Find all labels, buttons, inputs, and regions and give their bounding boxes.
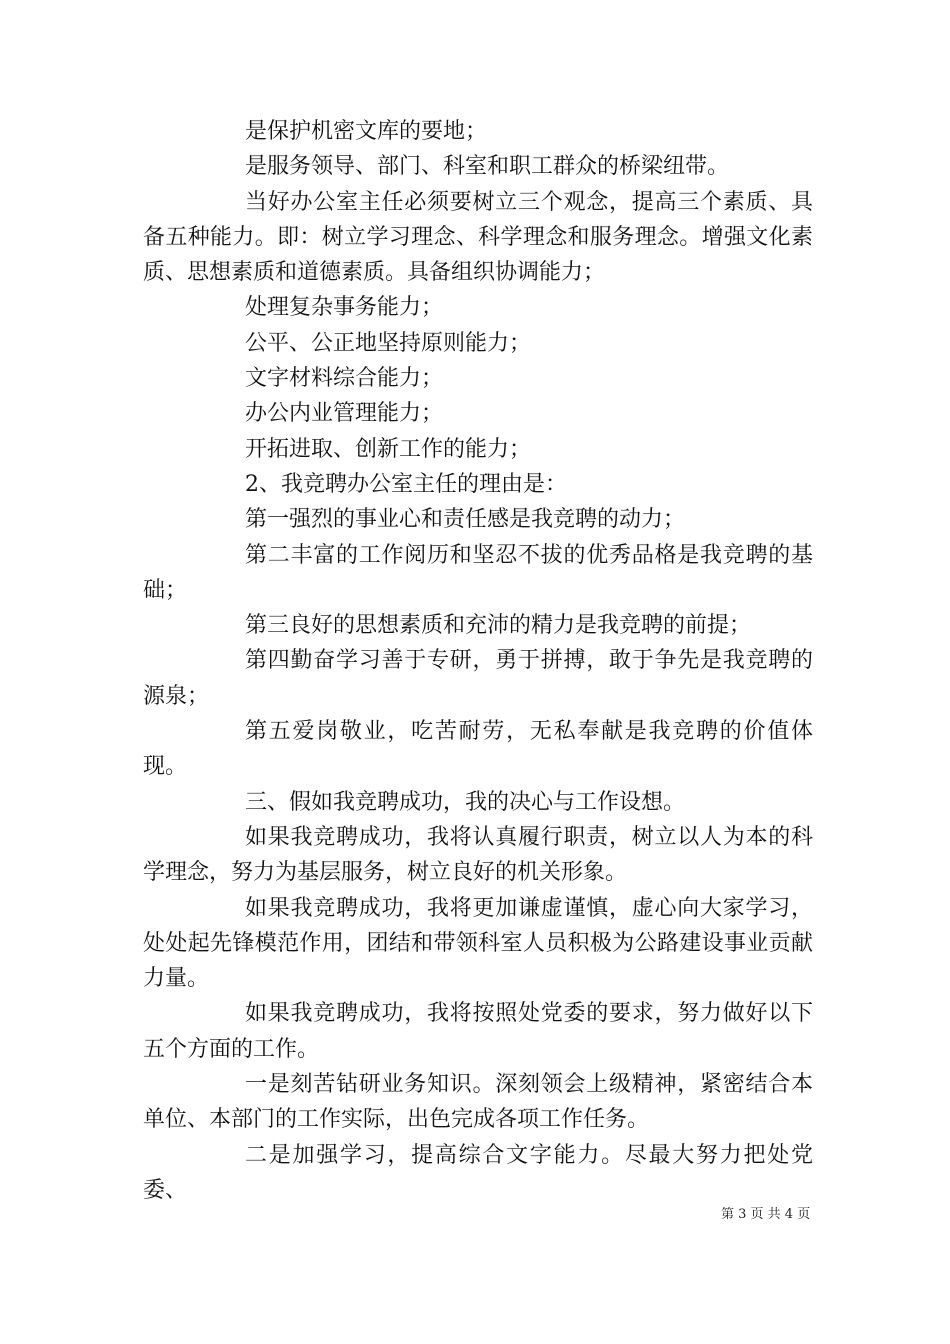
paragraph: 是保护机密文库的要地； — [245, 119, 488, 144]
document-body — [143, 114, 813, 1208]
paragraph: 二是加强学习，提高综合文字能力。尽最大努力把处党委、 — [143, 1142, 813, 1203]
paragraph: 第四勤奋学习善于专研，勇于拼搏，敢于争先是我竞聘的源泉； — [143, 648, 813, 709]
paragraph: 如果我竞聘成功，我将按照处党委的要求，努力做好以下五个方面的工作。 — [143, 1001, 813, 1062]
paragraph: 一是刻苦钻研业务知识。深刻领会上级精神，紧密结合本单位、本部门的工作实际，出色完成各项工作任务。 — [143, 1072, 813, 1133]
paragraph: 2、我竞聘办公室主任的理由是： — [245, 471, 567, 497]
paragraph: 公平、公正地坚持原则能力； — [245, 330, 532, 356]
paragraph: 第一强烈的事业心和责任感是我竞聘的动力； — [245, 507, 686, 533]
paragraph: 办公内业管理能力； — [245, 401, 444, 427]
paragraph: 三、假如我竞聘成功，我的决心与工作设想。 — [245, 789, 686, 815]
paragraph: 如果我竞聘成功，我将认真履行职责，树立以人为本的科学理念，努力为基层服务，树立良好的机关形象。 — [143, 824, 813, 886]
paragraph: 第二丰富的工作阅历和坚忍不拔的优秀品格是我竞聘的基础； — [143, 542, 813, 603]
paragraph: 第五爱岗敬业，吃苦耐劳，无私奉献是我竞聘的价值体现。 — [143, 719, 813, 780]
paragraph: 处理复杂事务能力； — [245, 295, 444, 321]
paragraph: 当好办公室主任必须要树立三个观念，提高三个素质、具备五种能力。即：树立学习理念、科学理念和服务理念。增强文化素质、思想素质和道德素质。具备组织协调能力； — [143, 189, 813, 286]
paragraph: 开拓进取、创新工作的能力； — [245, 436, 532, 462]
page-number-footer: 第 3 页 共 4 页 — [721, 1207, 811, 1222]
paragraph: 第三良好的思想素质和充沛的精力是我竞聘的前提； — [245, 613, 752, 639]
paragraph: 文字材料综合能力； — [245, 366, 444, 392]
paragraph: 如果我竞聘成功，我将更加谦虚谨慎，虚心向大家学习，处处起先锋模范作用，团结和带领科室人员积极为公路建设事业贡献力量。 — [143, 895, 813, 992]
paragraph: 是服务领导、部门、科室和职工群众的桥梁纽带。 — [245, 154, 730, 180]
